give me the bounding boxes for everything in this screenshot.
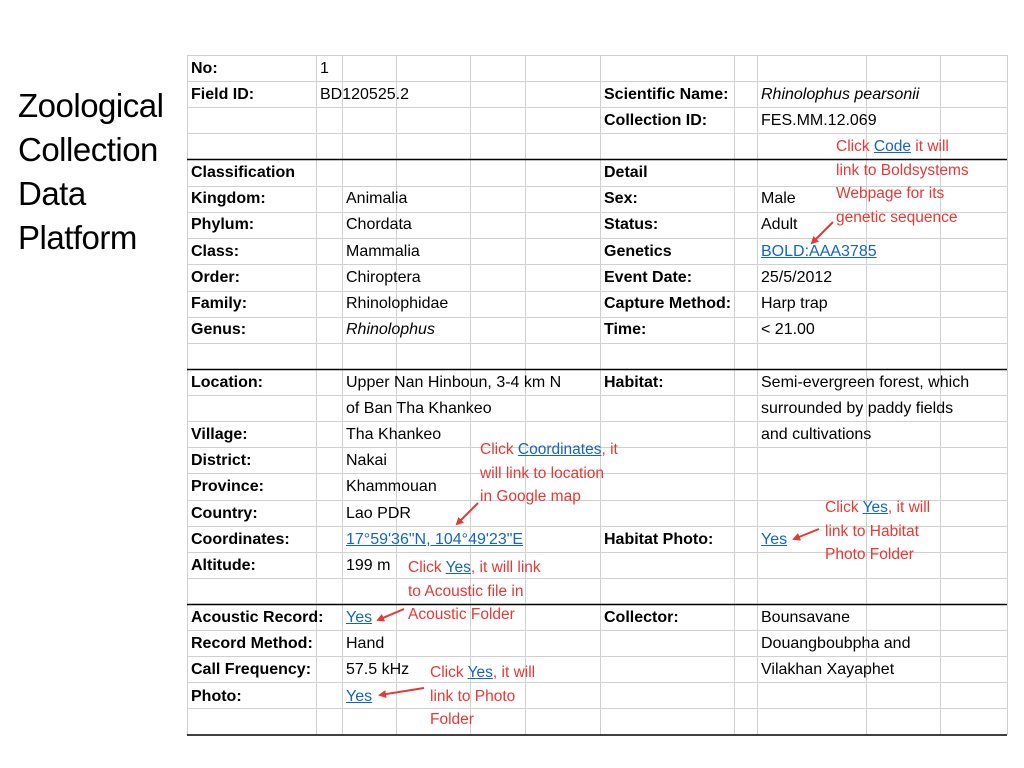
capture-method-value: Harp trap: [761, 295, 828, 312]
habitat-photo-annotation: [825, 496, 930, 567]
arrow-to-coordinates: [457, 503, 478, 524]
call-frequency-label: Call Frequency:: [191, 661, 312, 678]
collector-label: Collector:: [604, 609, 679, 626]
habitat-value-line1: Semi-evergreen forest, which: [761, 374, 970, 391]
sex-value: Male: [761, 190, 796, 207]
arrow-to-habitat-photo: [794, 529, 819, 539]
collector-value-line1: Bounsavane: [761, 609, 850, 626]
classification-heading: Classification: [191, 164, 296, 181]
collector-value-line3: Vilakhan Xayaphet: [761, 661, 895, 678]
title-line: Platform: [18, 219, 137, 256]
annotation-text: genetic sequence: [836, 208, 958, 226]
annotation-text: Folder: [430, 711, 474, 728]
coordinates-link[interactable]: 17°59'36"N, 104°49'23"E: [346, 531, 524, 548]
genus-value: Rhinolophus: [346, 321, 435, 338]
annotation-text: Click: [430, 664, 468, 681]
collection-id-value: FES.MM.12.069: [761, 112, 877, 129]
annotation-text: will link to location: [480, 464, 605, 482]
phylum-label: Phylum:: [191, 216, 255, 233]
annotation-text: , it will: [887, 499, 931, 516]
annotation-text: Click: [408, 559, 446, 576]
habitat-value-line2: surrounded by paddy fields: [761, 400, 954, 417]
title-line: Data: [18, 175, 86, 212]
annotation-text: Click: [836, 138, 874, 155]
class-label: Class:: [191, 243, 240, 260]
arrow-to-photo: [380, 688, 424, 695]
arrow-to-acoustic-record: [378, 609, 404, 620]
province-label: Province:: [191, 478, 264, 495]
event-date-label: Event Date:: [604, 269, 693, 286]
annotation-text: Click: [825, 499, 863, 516]
annotation-text: link to Photo: [430, 687, 516, 705]
kingdom-value: Animalia: [346, 190, 408, 207]
kingdom-label: Kingdom:: [191, 190, 266, 207]
annotation-link-yes: Yes: [862, 499, 888, 516]
phylum-value: Chordata: [346, 216, 412, 233]
genus-label: Genus:: [191, 321, 247, 338]
family-value: Rhinolophidae: [346, 295, 449, 312]
habitat-label: Habitat:: [604, 374, 664, 391]
annotation-text: , it: [601, 441, 618, 458]
annotation-text: to Acoustic file in: [408, 582, 524, 600]
sex-label: Sex:: [604, 190, 638, 207]
altitude-label: Altitude:: [191, 557, 256, 574]
annotation-text: Click: [480, 441, 518, 458]
annotation-text: Photo Folder: [825, 546, 914, 563]
scientific-name-label: Scientific Name:: [604, 86, 729, 103]
genetics-code-link[interactable]: BOLD:AAA3785: [761, 243, 877, 260]
coordinates-label: Coordinates:: [191, 531, 290, 548]
photo-annotation: [430, 661, 535, 732]
annotation-link-yes: Yes: [445, 559, 471, 576]
event-date-value: 25/5/2012: [761, 269, 833, 286]
annotation-text: in Google map: [480, 488, 581, 505]
habitat-value-line3: and cultivations: [761, 426, 872, 443]
annotation-text: Webpage for its: [836, 185, 945, 202]
title-line: Zoological: [18, 87, 164, 124]
no-value: 1: [320, 60, 329, 77]
country-value: Lao PDR: [346, 505, 411, 522]
order-label: Order:: [191, 269, 240, 286]
arrow-to-genetics: [812, 222, 833, 243]
class-value: Mammalia: [346, 243, 420, 260]
annotation-link-coordinates: Coordinates: [517, 441, 602, 458]
code-annotation: [836, 135, 969, 229]
detail-heading: Detail: [604, 164, 648, 181]
annotation-text: , it will: [492, 664, 536, 681]
status-value: Adult: [761, 216, 798, 233]
family-label: Family:: [191, 295, 248, 312]
village-value: Tha Khankeo: [346, 426, 442, 443]
time-value: < 21.00: [761, 321, 815, 338]
annotation-text: it will: [910, 138, 949, 155]
annotation-link-yes: Yes: [467, 664, 493, 681]
annotation-link-code: Code: [873, 138, 911, 155]
location-value-line1: Upper Nan Hinboun, 3-4 km N: [346, 374, 562, 391]
title-line: Collection: [18, 131, 158, 168]
acoustic-annotation: [408, 556, 541, 627]
photo-label: Photo:: [191, 688, 242, 705]
annotation-text: link to Habitat: [825, 522, 919, 540]
annotation-text: link to Boldsystems: [836, 161, 969, 179]
genetics-label: Genetics: [604, 243, 672, 260]
no-label: No:: [191, 60, 218, 77]
field-id-value: BD120525.2: [320, 86, 409, 103]
order-value: Chiroptera: [346, 269, 421, 286]
call-frequency-value: 57.5 kHz: [346, 661, 410, 678]
collection-id-label: Collection ID:: [604, 112, 708, 129]
record-method-label: Record Method:: [191, 635, 313, 652]
location-value-line2: of Ban Tha Khankeo: [346, 400, 492, 417]
status-label: Status:: [604, 216, 659, 233]
district-label: District:: [191, 452, 252, 469]
annotation-text: Acoustic Folder: [408, 606, 515, 623]
habitat-photo-link[interactable]: Yes: [761, 531, 788, 548]
country-label: Country:: [191, 505, 258, 522]
annotation-text: , it will link: [470, 559, 541, 576]
record-method-value: Hand: [346, 635, 385, 652]
acoustic-record-link[interactable]: Yes: [346, 609, 373, 626]
province-value: Khammouan: [346, 478, 437, 495]
location-label: Location:: [191, 374, 263, 391]
scientific-name-value: Rhinolophus pearsonii: [761, 86, 920, 103]
field-id-label: Field ID:: [191, 86, 255, 103]
district-value: Nakai: [346, 452, 387, 469]
collector-value-line2: Douangboubpha and: [761, 635, 911, 652]
acoustic-record-label: Acoustic Record:: [191, 609, 324, 626]
habitat-photo-label: Habitat Photo:: [604, 531, 714, 548]
capture-method-label: Capture Method:: [604, 295, 732, 312]
time-label: Time:: [604, 321, 647, 338]
altitude-value: 199 m: [346, 557, 391, 574]
photo-link[interactable]: Yes: [346, 688, 373, 705]
village-label: Village:: [191, 426, 248, 443]
coordinates-annotation: [480, 438, 618, 509]
